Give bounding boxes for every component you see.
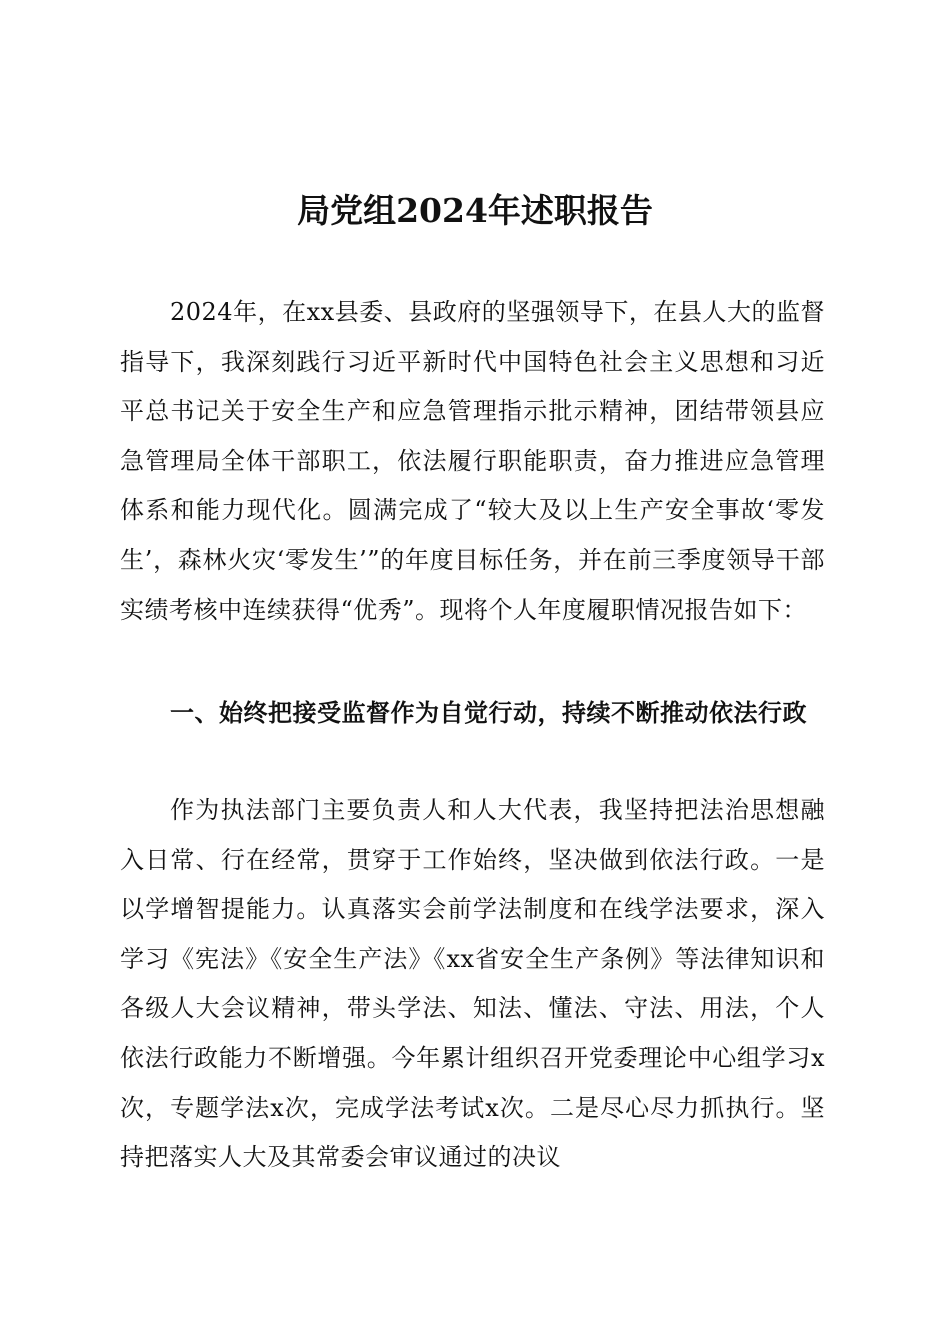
section-1-paragraph: 作为执法部门主要负责人和人大代表，我坚持把法治思想融入日常、行在经常，贯穿于工作始终，坚决做到依法行政。一是以学增智提能力。认真落实会前学法制度和在线学法要求，深入学习《宪法》《安全生产法》《xx省安全生产条例》等法律知识和各级人大会议精神，带头学法、知法、懂法、守法、用法，个人依法行政能力不断增强。今年累计组织召开党委理论中心组学习x次，专题学法x次，完成学法考试x次。二是尽心尽力抓执行。坚持把落实人大及其常委会审议通过的决议 <box>120 796 825 1172</box>
intro-paragraph: 2024年，在xx县委、县政府的坚强领导下，在县人大的监督指导下，我深刻践行习近平新时代中国特色社会主义思想和习近平总书记关于安全生产和应急管理指示批示精神，团结带领县应急管理局全体干部职工，依法履行职能职责，奋力推进应急管理体系和能力现代化。圆满完成了“较大及以上生产安全事故‘零发生’，森林火灾‘零发生’”的年度目标任务，并在前三季度领导干部实绩考核中连续获得“优秀”。现将个人年度履职情况报告如下： <box>120 298 825 624</box>
section-heading-1: 一、始终把接受监督作为自觉行动，持续不断推动依法行政 <box>170 699 807 727</box>
document-title: 局党组2024年述职报告 <box>297 191 653 230</box>
